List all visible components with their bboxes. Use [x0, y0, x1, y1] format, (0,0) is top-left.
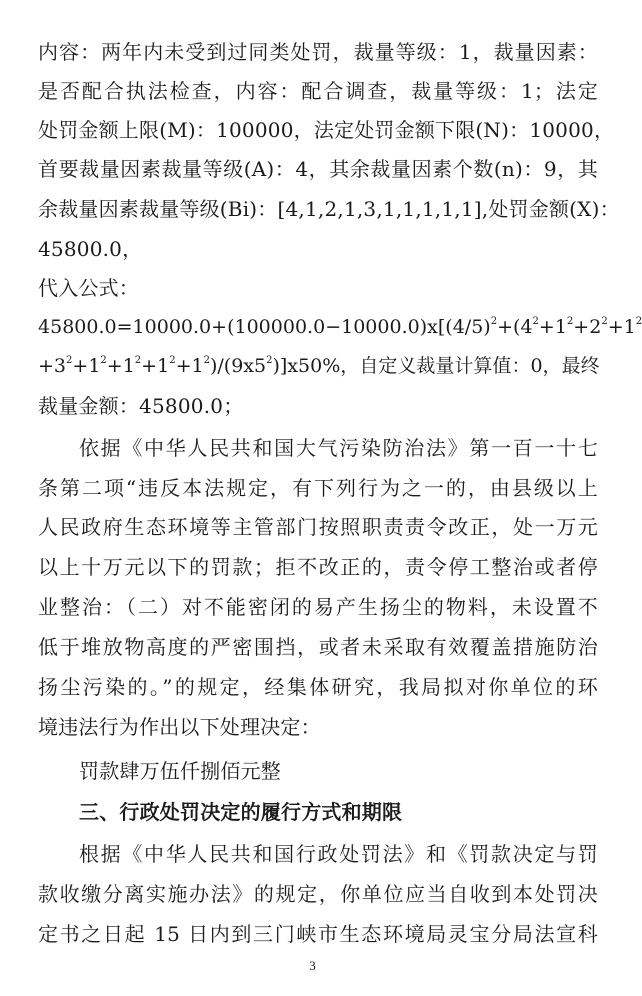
- basis-paragraph-line: 境违法行为作出以下处理决定：: [38, 715, 321, 739]
- page-number: 3: [309, 958, 316, 973]
- tail-paragraph-line: 款收缴分离实施办法》的规定，你单位应当自收到本处罚决: [38, 882, 598, 906]
- basis-paragraph-line: 业整治：（二）对不能密闭的易产生扬尘的物料，未设置不: [38, 595, 598, 619]
- formula-line-1: $45800.0=10000.0+(100000.0-10000.0)x[(4/5)^2+(4^2+1^2+2^2+1^2$: [38, 316, 642, 338]
- basis-paragraph-line: 低于堆放物高度的严密围挡，或者未采取有效覆盖措施防治: [38, 635, 598, 659]
- basis-paragraph-line: 依据《中华人民共和国大气污染防治法》第一百一十七: [79, 436, 598, 460]
- text-line: 代入公式：: [38, 276, 139, 300]
- tail-paragraph-line: 根据《中华人民共和国行政处罚法》和《罚款决定与罚: [79, 842, 598, 866]
- basis-paragraph-line: 人民政府生态环境等主管部门按照职责责令改正，处一万元: [38, 515, 598, 539]
- section-heading: 三、行政处罚决定的履行方式和期限: [79, 800, 403, 824]
- penalty-decision: 罚款肆万伍仟捌佰元整: [79, 759, 281, 783]
- basis-paragraph-line: 扬尘污染的。”的规定，经集体研究，我局拟对你单位的环: [38, 675, 598, 699]
- text-line: 余裁量因素裁量等级(Bi)：[4,1,2,1,3,1,1,1,1,1],处罚金额(X)：: [38, 197, 620, 221]
- text-line: 45800.0，: [38, 237, 143, 261]
- text-line: 处罚金额上限(M)：100000，法定处罚金额下限(N)：10000，: [38, 118, 615, 142]
- basis-paragraph-line: 条第二项“违反本法规定，有下列行为之一的，由县级以上: [38, 476, 598, 500]
- formula-line-3: 裁量金额：45800.0；: [38, 394, 244, 418]
- text-line: 内容：两年内未受到过同类处罚，裁量等级：1，裁量因素：: [38, 40, 598, 64]
- text-line: 首要裁量因素裁量等级(A)：4，其余裁量因素个数(n)：9，其: [38, 157, 598, 181]
- formula-line-2: $+3^2+1^2+1^2+1^2+1^2)/(9x5^2)]x50\%$，自定义裁量计算值：0，最终: [38, 355, 600, 377]
- tail-paragraph-line: 定书之日起 15 日内到三门峡市生态环境局灵宝分局法宣科: [38, 922, 598, 946]
- text-line: 是否配合执法检查，内容：配合调查，裁量等级：1；法定: [38, 79, 598, 103]
- basis-paragraph-line: 以上十万元以下的罚款；拒不改正的，责令停工整治或者停: [38, 555, 598, 579]
